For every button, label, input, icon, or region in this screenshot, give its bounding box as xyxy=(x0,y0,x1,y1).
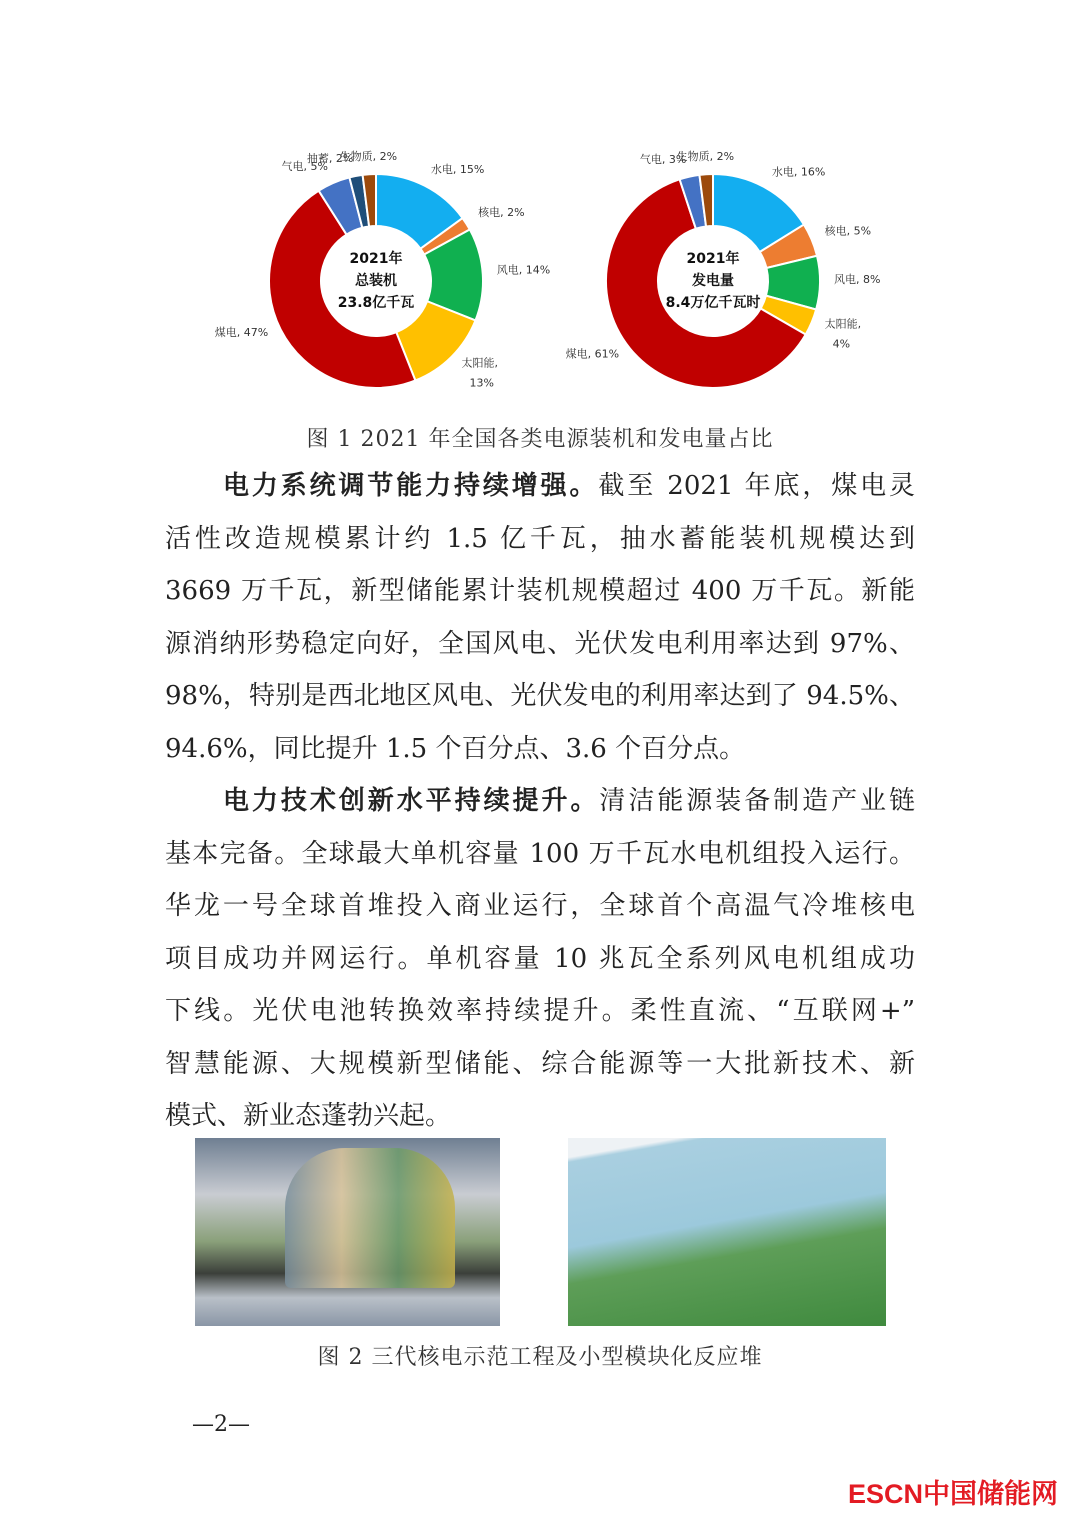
bold-lead: 电力系统调节能力持续增强。 xyxy=(223,471,599,501)
slice-label: 核电, 5% xyxy=(824,224,872,238)
line-text: 3669 万千瓦，新型储能累计装机规模超过 400 万千瓦。新能 xyxy=(165,576,915,606)
paragraph-regulation xyxy=(165,460,915,775)
text-line xyxy=(165,1038,915,1091)
text-line xyxy=(165,828,915,881)
figure2-caption: 图 2 三代核电示范工程及小型模块化反应堆 xyxy=(317,1345,763,1370)
line-text: 98%，特别是西北地区风电、光伏发电的利用率达到了 94.5%、 xyxy=(165,681,915,711)
escn-logo: ESCN中国储能网 xyxy=(848,1479,1059,1509)
slice-label: 4% xyxy=(832,337,851,351)
slice-label: 煤电, 47% xyxy=(214,325,269,339)
line-text: 项目成功并网运行。单机容量 10 兆瓦全系列风电机组成功 xyxy=(165,943,915,974)
slice-label: 水电, 15% xyxy=(430,163,485,177)
line-text: 模式、新业态蓬勃兴起。 xyxy=(165,1101,452,1131)
center-label: 8.4万亿千瓦时 xyxy=(665,295,761,311)
nuclear-plant-image xyxy=(195,1138,500,1326)
text-line xyxy=(165,513,915,566)
center-label: 23.8亿千瓦 xyxy=(337,295,415,311)
text-line xyxy=(165,880,915,933)
center-label: 发电量 xyxy=(692,273,734,289)
text-line xyxy=(165,565,915,618)
slice-label: 水电, 16% xyxy=(771,165,826,179)
page-number: —2— xyxy=(192,1412,250,1437)
text-line xyxy=(165,775,915,828)
slice-label: 生物质, 2% xyxy=(339,150,398,164)
small-modular-reactor-image xyxy=(568,1138,886,1326)
center-label: 2021年 xyxy=(686,251,740,267)
slice-label: 核电, 2% xyxy=(478,206,525,220)
text-line xyxy=(165,933,915,986)
text-line xyxy=(165,1090,915,1143)
slice-label: 风电, 8% xyxy=(833,272,881,286)
text-line xyxy=(165,460,915,513)
slice-label: 煤电, 61% xyxy=(565,347,620,361)
slice-label: 太阳能, xyxy=(824,317,862,331)
slice-label: 气电, 3% xyxy=(639,152,687,166)
generation-donut xyxy=(557,150,881,390)
text-line xyxy=(165,723,915,776)
line-text: 94.6%，同比提升 1.5 个百分点、3.6 个百分点。 xyxy=(165,733,746,764)
line-text: 下线。光伏电池转换效率持续提升。柔性直流、“互联网+” xyxy=(165,996,915,1026)
line-text: 清洁能源装备制造产业链 xyxy=(599,786,915,816)
slice-label: 抽蓄, 2% xyxy=(306,152,354,166)
center-label: 总装机 xyxy=(355,273,397,289)
line-text: 源消纳形势稳定向好，全国风电、光伏发电利用率达到 97%、 xyxy=(165,628,915,659)
text-line xyxy=(165,618,915,671)
text-line xyxy=(165,670,915,723)
center-label: 2021年 xyxy=(349,251,403,267)
line-text: 活性改造规模累计约 1.5 亿千瓦，抽水蓄能装机规模达到 xyxy=(165,523,915,554)
line-text: 截至 2021 年底，煤电灵 xyxy=(598,471,915,501)
paragraph-innovation xyxy=(165,775,915,1143)
line-text: 智慧能源、大规模新型储能、综合能源等一大批新技术、新 xyxy=(165,1048,915,1079)
text-line xyxy=(165,985,915,1038)
slice-label: 风电, 14% xyxy=(496,263,551,277)
slice-label: 13% xyxy=(469,376,495,390)
installed-capacity-donut xyxy=(214,150,551,390)
slice-label: 太阳能, xyxy=(461,356,499,370)
line-text: 基本完备。全球最大单机容量 100 万千瓦水电机组投入运行。 xyxy=(165,838,915,869)
figure1-caption: 图 1 2021 年全国各类电源装机和发电量占比 xyxy=(306,427,774,452)
bold-lead: 电力技术创新水平持续提升。 xyxy=(223,786,600,816)
line-text: 华龙一号全球首堆投入商业运行，全球首个高温气冷堆核电 xyxy=(165,891,915,921)
slice-label: 气电, 5% xyxy=(281,159,328,173)
slice-label: 生物质, 2% xyxy=(676,150,735,164)
